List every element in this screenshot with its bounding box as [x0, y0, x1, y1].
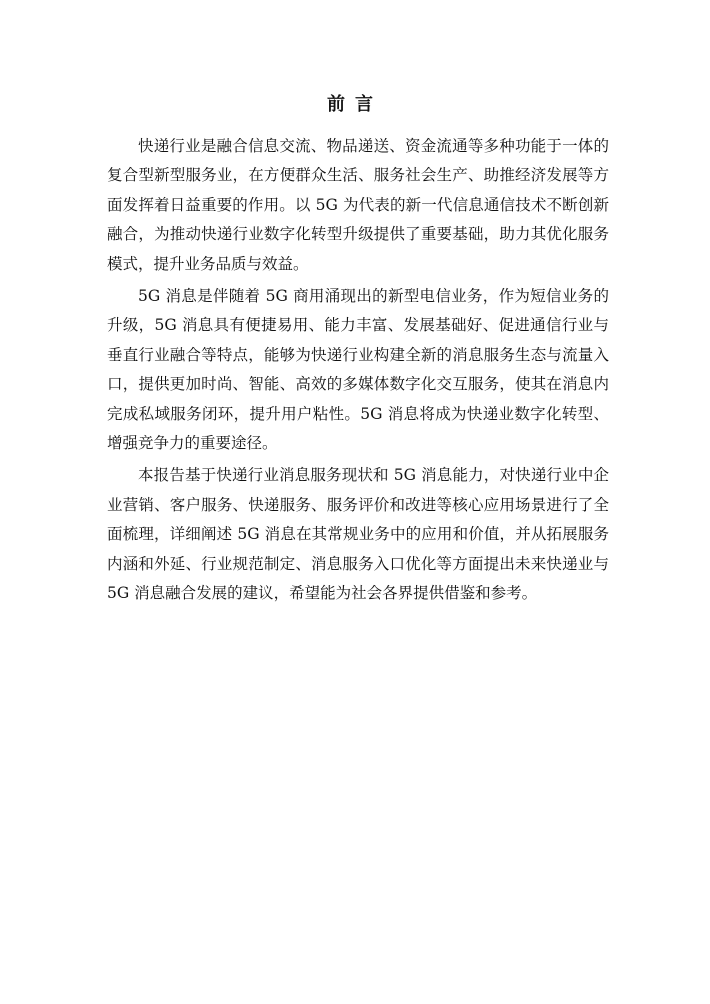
preface-body: [107, 132, 609, 612]
paragraph-1: 快递行业是融合信息交流、物品递送、资金流通等多种功能于一体的复合型新型服务业，在方便群众生活、服务社会生产、助推经济发展等方面发挥着日益重要的作用。以 5G 为代表的新一代信息通信技术不断创新融合，为推动快递行业数字化转型升级提供了重要基础，助力其优化服务模式，提升业务品质与效益。: [107, 137, 609, 273]
paragraph-3: 本报告基于快递行业消息服务现状和 5G 消息能力，对快递行业中企业营销、客户服务、快递服务、服务评价和改进等核心应用场景进行了全面梳理，详细阐述 5G 消息在其常规业务中的应用和价值，并从拓展服务内涵和外延、行业规范制定、消息服务入口优化等方面提出未来快递业与 5G 消息融合发展的建议，希望能为社会各界提供借鉴和参考。: [107, 466, 609, 603]
page-title: 前言: [327, 94, 383, 115]
paragraph-2: 5G 消息是伴随着 5G 商用涌现出的新型电信业务，作为短信业务的升级，5G 消息具有便捷易用、能力丰富、发展基础好、促进通信行业与垂直行业融合等特点，能够为快递行业构建全新的消息服务生态与流量入口，提供更加时尚、智能、高效的多媒体数字化交互服务，使其在消息内完成私域服务闭环，提升用户粘性。5G 消息将成为快递业数字化转型、增强竞争力的重要途径。: [107, 287, 609, 453]
